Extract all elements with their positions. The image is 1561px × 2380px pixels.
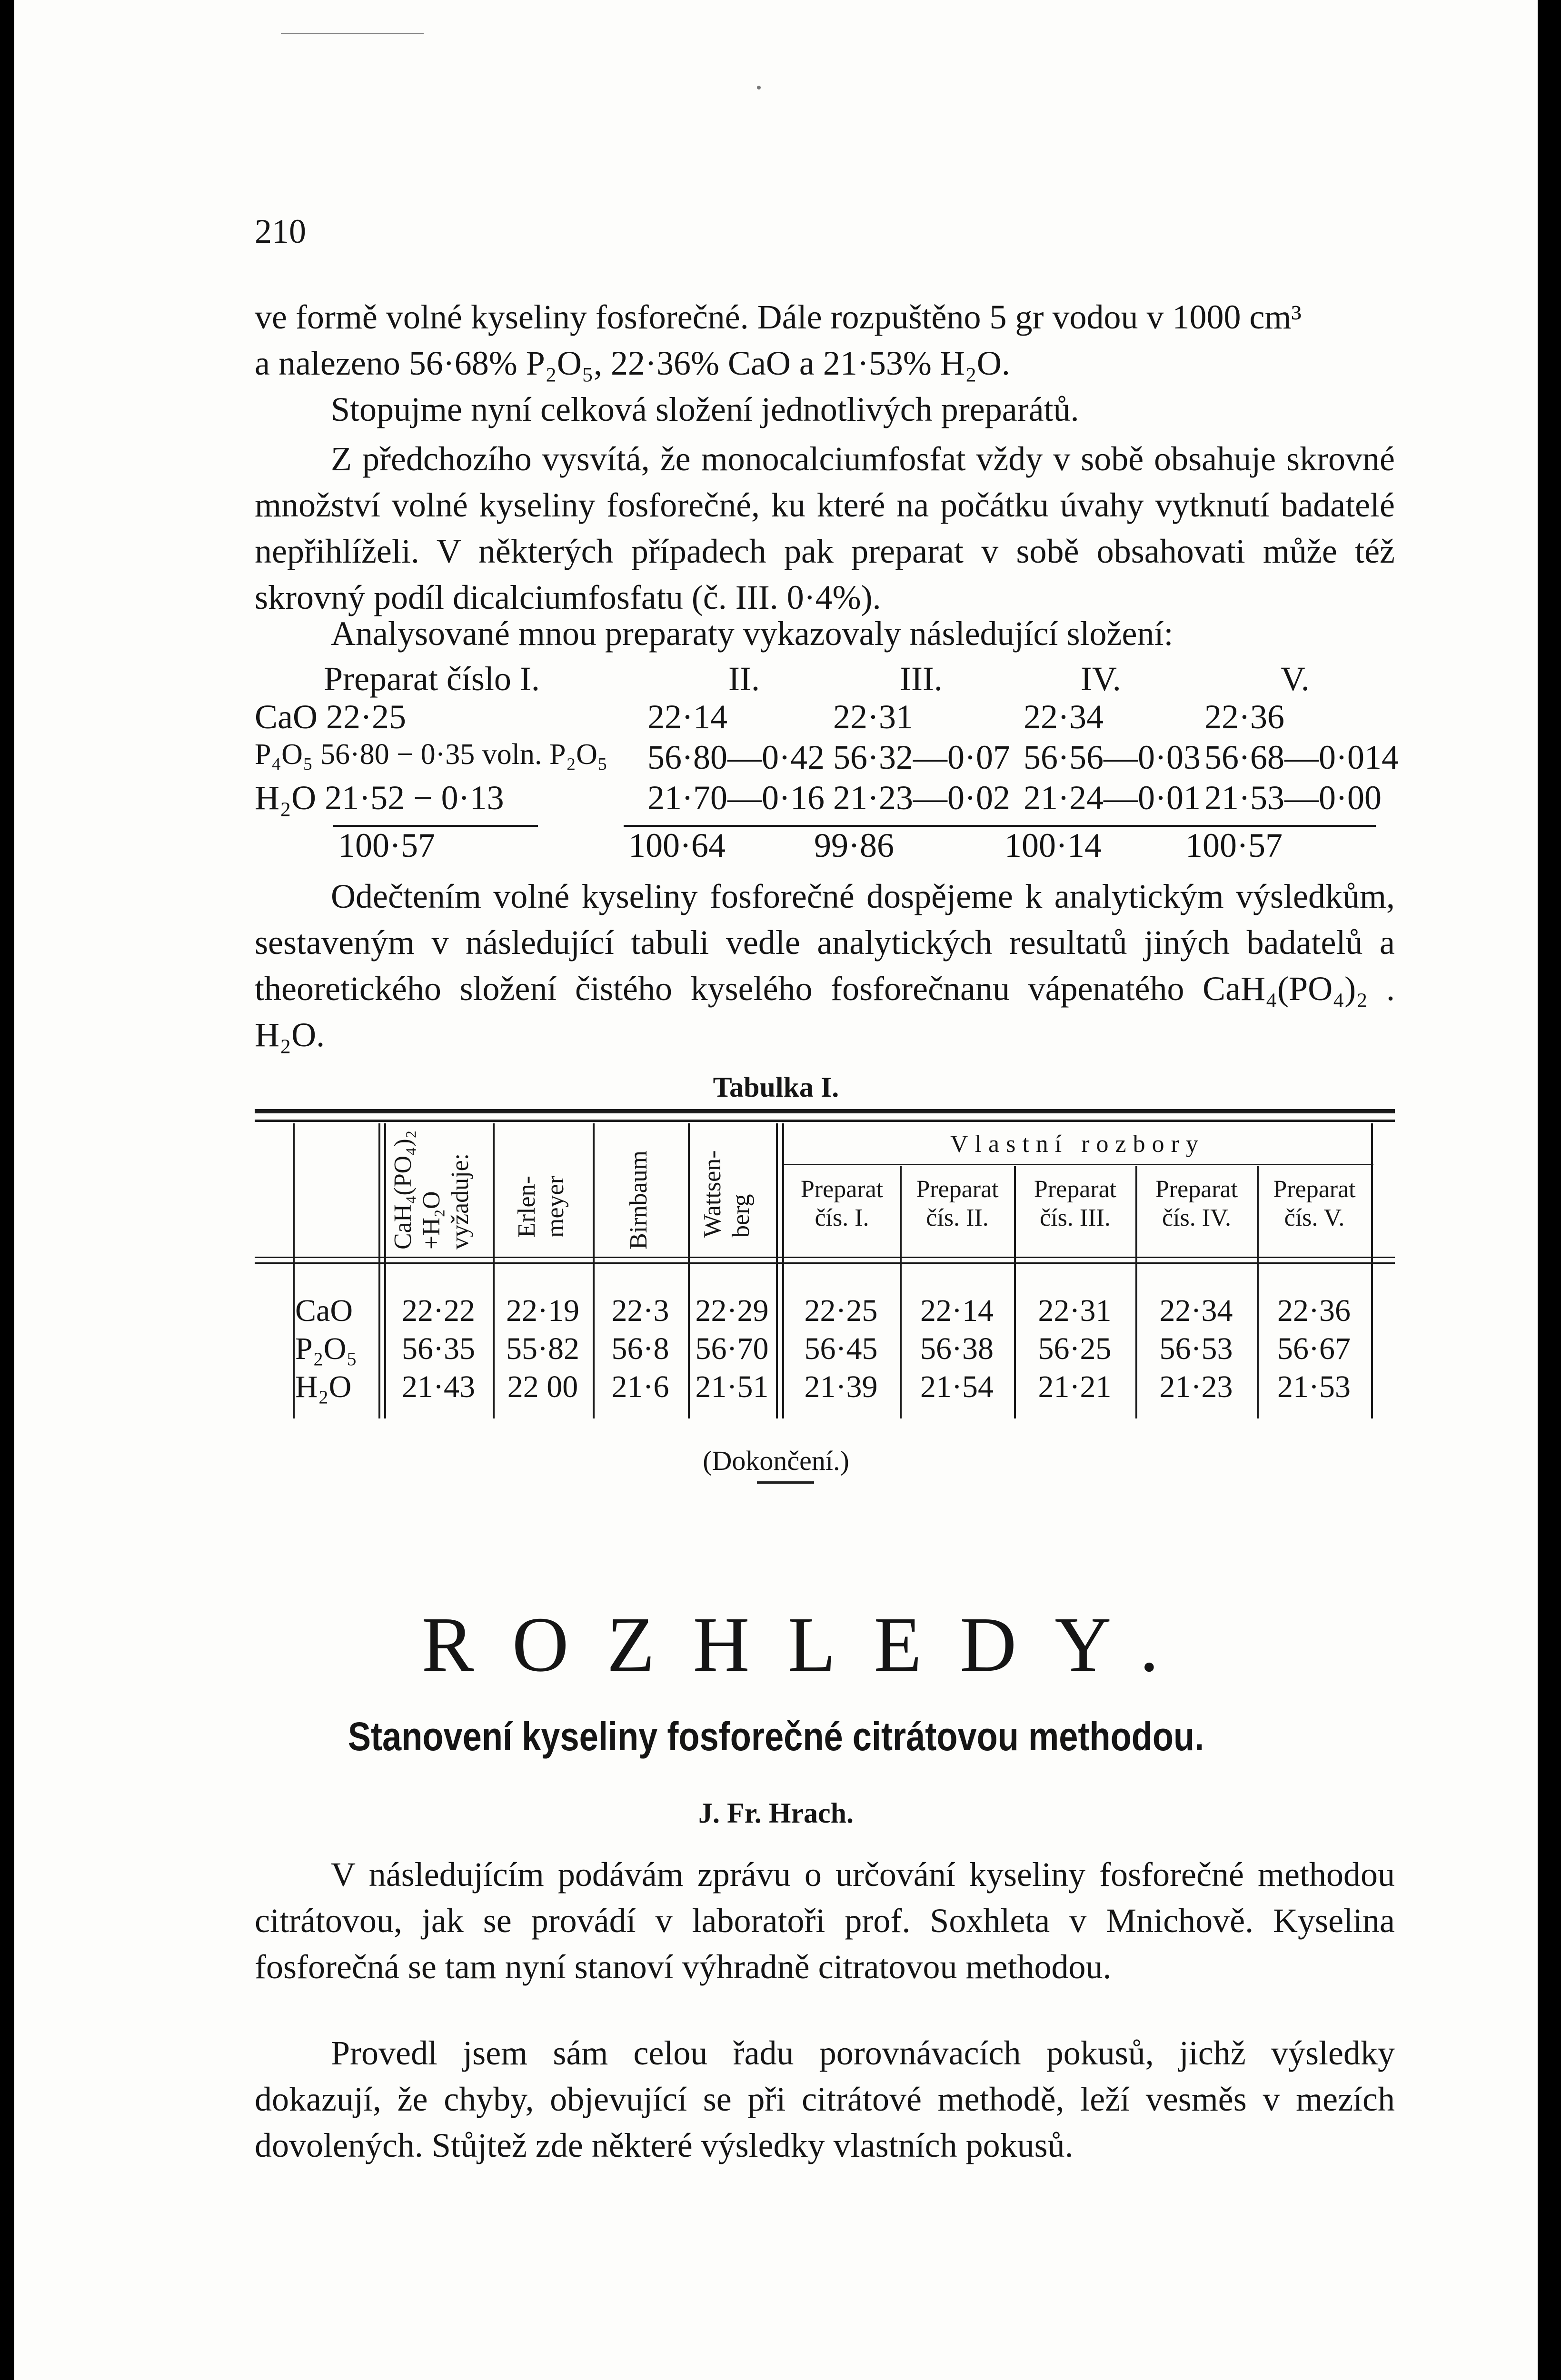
prep-header-2-b: čís. II.: [926, 1204, 989, 1231]
table-cell-h2o-9: 21·53: [1277, 1369, 1351, 1404]
composition-h2o-2: 21·70—0·16: [647, 779, 825, 817]
table-vline: [378, 1123, 380, 1418]
header-erlenmeyer-2: meyer: [542, 1176, 569, 1238]
composition-h2o-3: 21·23—0·02: [833, 779, 1010, 817]
text-line-stopujme: Stopujme nyní celková složení jednotlivých preparátů.: [331, 390, 1079, 428]
table-cell-p2o5-6: 56·38: [920, 1331, 994, 1366]
composition-header-5: V.: [1281, 660, 1310, 698]
composition-header-4: IV.: [1081, 660, 1121, 698]
text-line-1: ve formě volné kyseliny fosforečné. Dále rozpuštěno 5 gr vodou v 1000 cm³: [255, 298, 1302, 336]
composition-total-4: 100·14: [1004, 826, 1102, 864]
composition-cao-1: CaO 22·25: [255, 698, 406, 736]
table-cell-h2o-1: 21·43: [402, 1369, 475, 1404]
composition-cao-4: 22·34: [1024, 698, 1104, 736]
paragraph-predchoziho: Z předchozího vysvítá, že monocalciumfosfat vždy v sobě obsahuje skrovné množství volné kyseliny fosforečné, ku které na počátku úvahy vytknutí badatelé nepřihlíželi. V některých případech pak preparat v sobě obsahovati může též skrovný podíl dicalciumfosfatu (č. III. 0·4%).: [255, 440, 1395, 616]
paragraph-provedl: Provedl jsem sám celou řadu porovnávacích pokusů, jichž výsledky dokazují, že chyby, objevující se při citrátové methodě, leží vesměs v mezích dovolených. Stůjtež zde některé výsledky vlastních pokusů.: [255, 2034, 1395, 2164]
table-cell-cao-3: 22·3: [611, 1293, 669, 1328]
composition-total-3: 99·86: [814, 826, 894, 864]
header-wattsenberg-2: berg: [727, 1194, 755, 1238]
table-top-rule-thin: [255, 1120, 1395, 1122]
continuation-rule: [757, 1481, 814, 1484]
composition-total-2: 100·64: [628, 826, 726, 864]
composition-cao-5: 22·36: [1204, 698, 1284, 736]
table-cell-p2o5-7: 56·25: [1038, 1331, 1112, 1366]
article-author: J. Fr. Hrach.: [698, 1797, 854, 1829]
composition-p2o5-5: 56·68—0·014: [1204, 738, 1399, 776]
prep-header-4-a: Preparat: [1155, 1176, 1238, 1203]
paragraph-odectenim: Odečtením volné kyseliny fosforečné dospějeme k analytickým výsledkům, sestaveným v následující tabuli vedle analytických resultatů jiných badatelů a theoretického složení čistého kyselého fosforečnanu vápenatého CaH₄(PO₄)₂ . H₂O.: [255, 877, 1395, 1054]
scanned-page: [14, 0, 1538, 2380]
table-cell-cao-1: 22·22: [402, 1293, 475, 1328]
table-cell-cao-2: 22·19: [506, 1293, 579, 1328]
table-cell-cao-5: 22·25: [804, 1293, 878, 1328]
scan-artifact-dot: [757, 86, 761, 89]
table-cell-cao-7: 22·31: [1038, 1293, 1112, 1328]
table-top-rule: [255, 1109, 1395, 1113]
table-vline: [293, 1123, 295, 1418]
table-cell-h2o-8: 21·23: [1159, 1369, 1233, 1404]
text-line-analysovane: Analysované mnou preparaty vykazovaly následující složení:: [331, 615, 1173, 653]
text-line-2: a nalezeno 56·68% P₂O₅, 22·36% CaO a 21·53% H₂O.: [255, 344, 1010, 382]
prep-header-1-a: Preparat: [800, 1176, 884, 1203]
composition-p2o5-1: P₄O₅ 56·80 − 0·35 voln. P₂O₅: [255, 738, 608, 771]
table-cell-p2o5-2: 55·82: [506, 1331, 579, 1366]
table-cell-h2o-6: 21·54: [920, 1369, 994, 1404]
composition-header-3: III.: [900, 660, 943, 698]
group-header-rule: [783, 1164, 1373, 1165]
section-title: ROZHLEDY.: [421, 1601, 1197, 1688]
header-theory-2: +H₂O: [418, 1191, 445, 1250]
composition-header-2: II.: [728, 660, 760, 698]
composition-h2o-4: 21·24—0·01: [1024, 779, 1201, 817]
paragraph-nasledujicim: V následujícím podávám zprávu o určování kyseliny fosforečné methodou citrátovou, jak se provádí v laboratoři prof. Soxhleta v Mnichově. Kyselina fosforečná se tam nyní stanoví výhradně citratovou methodou.: [255, 1855, 1395, 1986]
composition-p2o5-4: 56·56—0·03: [1024, 738, 1201, 776]
composition-cao-2: 22·14: [647, 698, 727, 736]
prep-header-2-a: Preparat: [916, 1176, 999, 1203]
table-cell-cao-9: 22·36: [1277, 1293, 1351, 1328]
scan-artifact-line: [281, 33, 424, 34]
page-number: 210: [255, 212, 306, 250]
table-cell-h2o-2: 22 00: [507, 1369, 578, 1404]
row-label-cao: CaO: [295, 1293, 353, 1328]
table-cell-h2o-3: 21·6: [611, 1369, 669, 1404]
prep-header-5-a: Preparat: [1273, 1176, 1356, 1203]
table-cell-p2o5-8: 56·53: [1159, 1331, 1233, 1366]
table-vline: [1371, 1123, 1373, 1418]
composition-p2o5-3: 56·32—0·07: [833, 738, 1010, 776]
composition-h2o-5: 21·53—0·00: [1204, 779, 1382, 817]
table-cell-h2o-7: 21·21: [1038, 1369, 1112, 1404]
header-wattsenberg-1: Wattsen-: [699, 1150, 726, 1238]
table-header-rule: [255, 1257, 1395, 1258]
composition-total-1: 100·57: [338, 826, 435, 864]
table-cell-h2o-5: 21·39: [804, 1369, 878, 1404]
composition-header-1: Preparat číslo I.: [324, 660, 540, 698]
table-cell-cao-4: 22·29: [695, 1293, 769, 1328]
row-label-h2o: H₂O: [295, 1369, 352, 1404]
table-cell-p2o5-3: 56·8: [611, 1331, 669, 1366]
header-theory-3: vyžaduje:: [447, 1153, 474, 1250]
table-cell-p2o5-1: 56·35: [402, 1331, 475, 1366]
header-theory-1: CaH₄(PO₄)₂: [389, 1130, 417, 1250]
prep-header-1-b: čís. I.: [815, 1204, 869, 1231]
table-cell-p2o5-9: 56·67: [1277, 1331, 1351, 1366]
article-title: Stanovení kyseliny fosforečné citrátovou methodou.: [348, 1714, 1204, 1759]
prep-header-3-b: čís. III.: [1040, 1204, 1111, 1231]
group-header: Vlastní rozbory: [950, 1130, 1205, 1158]
table-vline: [776, 1123, 778, 1418]
table-header-rule-2: [255, 1262, 1395, 1264]
prep-header-4-b: čís. IV.: [1162, 1204, 1231, 1231]
row-label-p2o5: P₂O₅: [295, 1331, 358, 1366]
table-cell-cao-8: 22·34: [1159, 1293, 1233, 1328]
continuation-note: (Dokončení.): [703, 1445, 849, 1476]
composition-h2o-1: H₂O 21·52 − 0·13: [255, 779, 504, 817]
composition-total-5: 100·57: [1185, 826, 1283, 864]
composition-p2o5-2: 56·80—0·42: [647, 738, 825, 776]
composition-cao-3: 22·31: [833, 698, 913, 736]
prep-header-3-a: Preparat: [1034, 1176, 1117, 1203]
prep-header-5-b: čís. V.: [1284, 1204, 1345, 1231]
header-birnbaum: Birnbaum: [625, 1150, 652, 1250]
header-erlenmeyer-1: Erlen-: [513, 1176, 540, 1238]
table-cell-h2o-4: 21·51: [695, 1369, 769, 1404]
table-cell-p2o5-5: 56·45: [804, 1331, 878, 1366]
table-title: Tabulka I.: [713, 1071, 839, 1103]
table-cell-cao-6: 22·14: [920, 1293, 994, 1328]
table-cell-p2o5-4: 56·70: [695, 1331, 769, 1366]
